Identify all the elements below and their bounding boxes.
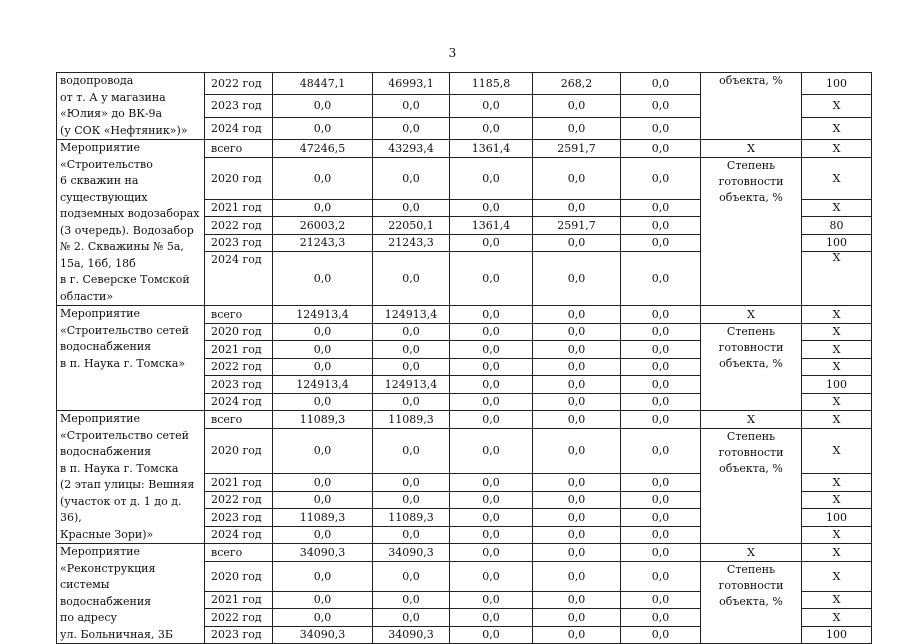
measure-name-line: «Строительство сетей xyxy=(60,428,189,442)
indicator-line: готовности xyxy=(718,578,784,592)
amount-cell-c1: 0,0 xyxy=(273,491,373,509)
amount-cell-c1: 124913,4 xyxy=(273,306,373,324)
amount-cell-c1: 0,0 xyxy=(273,393,373,411)
amount-cell-c3: 0,0 xyxy=(450,544,533,562)
period-cell: 2020 год xyxy=(205,157,273,199)
amount-cell-c3: 0,0 xyxy=(450,474,533,492)
amount-cell-c1: 21243,3 xyxy=(273,234,373,252)
amount-cell-c1: 0,0 xyxy=(273,591,373,609)
period-cell: 2022 год xyxy=(205,491,273,509)
amount-cell-c5: 0,0 xyxy=(621,73,701,95)
amount-cell-c2: 0,0 xyxy=(373,609,450,627)
indicator-line: объекта, % xyxy=(719,594,783,608)
amount-cell-c2: 0,0 xyxy=(373,199,450,217)
amount-cell-c1: 0,0 xyxy=(273,561,373,591)
amount-cell-c3: 0,0 xyxy=(450,323,533,341)
period-cell: всего xyxy=(205,411,273,429)
target-value-cell: Х xyxy=(802,544,872,562)
measure-name-line: системы водоснабжения xyxy=(60,578,152,608)
amount-cell-c2: 124913,4 xyxy=(373,376,450,394)
measure-name-line: (2 этап улицы: Вешняя xyxy=(60,478,195,491)
period-cell: 2024 год xyxy=(205,526,273,544)
amount-cell-c1: 0,0 xyxy=(273,199,373,217)
amount-cell-c4: 0,0 xyxy=(533,358,621,376)
amount-cell-c4: 0,0 xyxy=(533,526,621,544)
amount-cell-c4: 0,0 xyxy=(533,561,621,591)
measure-name-line: 6 скважин на xyxy=(60,174,139,187)
financing-table xyxy=(56,72,872,644)
amount-cell-c3: 0,0 xyxy=(450,117,533,139)
amount-cell-c3: 0,0 xyxy=(450,609,533,627)
measure-name-line: Красные Зори)» xyxy=(60,527,154,541)
amount-cell-c3: 1185,8 xyxy=(450,73,533,95)
amount-cell-c1: 0,0 xyxy=(273,95,373,117)
amount-cell-c5: 0,0 xyxy=(621,323,701,341)
amount-cell-c1: 34090,3 xyxy=(273,626,373,644)
measure-name-line: (3 очередь). Водозабор xyxy=(60,223,194,237)
target-value-cell: Х xyxy=(802,323,872,341)
amount-cell-c4: 0,0 xyxy=(533,117,621,139)
target-value-cell: Х xyxy=(802,157,872,199)
indicator-name-cell xyxy=(701,428,802,544)
target-value-cell: 100 xyxy=(802,73,872,95)
target-value-cell: Х xyxy=(802,341,872,359)
amount-cell-c5: 0,0 xyxy=(621,509,701,527)
target-value-cell: 100 xyxy=(802,376,872,394)
amount-cell-c1: 26003,2 xyxy=(273,217,373,235)
amount-cell-c5: 0,0 xyxy=(621,341,701,359)
page-number: 3 xyxy=(448,46,457,60)
measure-name-line: № 2. Скважины № 5а, xyxy=(60,240,184,253)
target-value-cell: 100 xyxy=(802,509,872,527)
period-cell: всего xyxy=(205,140,273,158)
measure-name-line: «Реконструкция xyxy=(60,561,156,575)
period-cell: 2021 год xyxy=(205,199,273,217)
amount-cell-c4: 0,0 xyxy=(533,393,621,411)
amount-cell-c3: 0,0 xyxy=(450,509,533,527)
indicator-line: объекта, % xyxy=(719,190,783,204)
indicator-line: готовности xyxy=(718,340,784,354)
measure-name-line: (у СОК «Нефтяник»)» xyxy=(60,123,188,137)
amount-cell-c2: 0,0 xyxy=(373,561,450,591)
measure-name-line: от т. А у магазина xyxy=(60,90,166,104)
period-cell: 2023 год xyxy=(205,509,273,527)
indicator-total-cell: Х xyxy=(701,306,802,324)
amount-cell-c3: 1361,4 xyxy=(450,217,533,235)
amount-cell-c3: 0,0 xyxy=(450,199,533,217)
amount-cell-c1: 0,0 xyxy=(273,117,373,139)
amount-cell-c4: 0,0 xyxy=(533,509,621,527)
indicator-total-cell: Х xyxy=(701,544,802,562)
amount-cell-c5: 0,0 xyxy=(621,474,701,492)
amount-cell-c2: 21243,3 xyxy=(373,234,450,252)
amount-cell-c5: 0,0 xyxy=(621,217,701,235)
measure-name-cell xyxy=(57,140,205,306)
period-cell: 2023 год xyxy=(205,234,273,252)
amount-cell-c2: 34090,3 xyxy=(373,544,450,562)
amount-cell-c2: 0,0 xyxy=(373,591,450,609)
amount-cell-c4: 268,2 xyxy=(533,73,621,95)
target-value-cell: Х xyxy=(802,428,872,474)
amount-cell-c5: 0,0 xyxy=(621,117,701,139)
amount-cell-c3: 0,0 xyxy=(450,626,533,644)
target-value-cell: 80 xyxy=(802,217,872,235)
indicator-name-cell xyxy=(701,323,802,411)
period-cell: 2022 год xyxy=(205,358,273,376)
amount-cell-c3: 1361,4 xyxy=(450,140,533,158)
measure-name-cell xyxy=(57,306,205,411)
period-cell: 2024 год xyxy=(205,252,273,306)
amount-cell-c4: 0,0 xyxy=(533,609,621,627)
indicator-total-cell: Х xyxy=(701,140,802,158)
amount-cell-c2: 43293,4 xyxy=(373,140,450,158)
amount-cell-c4: 0,0 xyxy=(533,376,621,394)
target-value-cell: Х xyxy=(802,526,872,544)
measure-name-line: подземных водозаборах xyxy=(60,207,200,220)
period-cell: 2020 год xyxy=(205,428,273,474)
amount-cell-c5: 0,0 xyxy=(621,234,701,252)
indicator-name-cell xyxy=(701,157,802,306)
indicator-total-cell: Х xyxy=(701,411,802,429)
indicator-line: готовности xyxy=(718,445,784,459)
indicator-line: Степень xyxy=(726,429,776,443)
amount-cell-c4: 0,0 xyxy=(533,544,621,562)
amount-cell-c1: 34090,3 xyxy=(273,544,373,562)
target-value-cell: Х xyxy=(802,95,872,117)
measure-name-line: водоснабжения xyxy=(60,445,152,458)
indicator-name-cell xyxy=(701,73,802,140)
indicator-line: Степень xyxy=(726,158,776,172)
amount-cell-c1: 11089,3 xyxy=(273,509,373,527)
amount-cell-c3: 0,0 xyxy=(450,358,533,376)
amount-cell-c1: 0,0 xyxy=(273,609,373,627)
table-row xyxy=(57,544,872,562)
amount-cell-c1: 0,0 xyxy=(273,526,373,544)
measure-name-line: Мероприятие xyxy=(60,412,141,425)
period-cell: 2021 год xyxy=(205,591,273,609)
amount-cell-c2: 0,0 xyxy=(373,157,450,199)
amount-cell-c3: 0,0 xyxy=(450,526,533,544)
amount-cell-c3: 0,0 xyxy=(450,376,533,394)
period-cell: 2021 год xyxy=(205,474,273,492)
amount-cell-c1: 0,0 xyxy=(273,358,373,376)
measure-name-line: водоснабжения xyxy=(60,340,152,353)
amount-cell-c4: 0,0 xyxy=(533,474,621,492)
amount-cell-c4: 0,0 xyxy=(533,591,621,609)
indicator-line: объекта, % xyxy=(719,356,783,370)
period-cell: 2023 год xyxy=(205,95,273,117)
table-body xyxy=(57,73,872,644)
amount-cell-c5: 0,0 xyxy=(621,411,701,429)
amount-cell-c3: 0,0 xyxy=(450,252,533,306)
period-cell: 2024 год xyxy=(205,393,273,411)
amount-cell-c5: 0,0 xyxy=(621,591,701,609)
target-value-cell: Х xyxy=(802,474,872,492)
amount-cell-c5: 0,0 xyxy=(621,376,701,394)
measure-name-line: Мероприятие xyxy=(60,141,141,154)
amount-cell-c4: 0,0 xyxy=(533,157,621,199)
amount-cell-c4: 0,0 xyxy=(533,306,621,324)
amount-cell-c4: 0,0 xyxy=(533,234,621,252)
amount-cell-c4: 0,0 xyxy=(533,95,621,117)
amount-cell-c5: 0,0 xyxy=(621,199,701,217)
measure-name-line: «Строительство сетей xyxy=(60,323,189,337)
amount-cell-c5: 0,0 xyxy=(621,544,701,562)
measure-name-line: «Юлия» до ВК-9а xyxy=(60,107,163,120)
amount-cell-c2: 0,0 xyxy=(373,393,450,411)
amount-cell-c5: 0,0 xyxy=(621,358,701,376)
measure-name-line: Мероприятие xyxy=(60,545,141,558)
period-cell: 2024 год xyxy=(205,117,273,139)
target-value-cell: 100 xyxy=(802,626,872,644)
target-value-cell: Х xyxy=(802,358,872,376)
amount-cell-c1: 47246,5 xyxy=(273,140,373,158)
table-row xyxy=(57,73,872,95)
measure-name-cell xyxy=(57,73,205,140)
amount-cell-c5: 0,0 xyxy=(621,157,701,199)
amount-cell-c3: 0,0 xyxy=(450,95,533,117)
measure-name-line: в п. Наука г. Томска» xyxy=(60,356,186,370)
amount-cell-c5: 0,0 xyxy=(621,252,701,306)
amount-cell-c1: 0,0 xyxy=(273,474,373,492)
amount-cell-c1: 48447,1 xyxy=(273,73,373,95)
amount-cell-c2: 22050,1 xyxy=(373,217,450,235)
measure-name-line: по адресу xyxy=(60,611,117,624)
period-cell: всего xyxy=(205,306,273,324)
amount-cell-c4: 0,0 xyxy=(533,626,621,644)
amount-cell-c2: 0,0 xyxy=(373,474,450,492)
period-cell: 2022 год xyxy=(205,217,273,235)
amount-cell-c3: 0,0 xyxy=(450,561,533,591)
measure-name-line: в п. Наука г. Томска xyxy=(60,461,179,475)
period-cell: 2020 год xyxy=(205,323,273,341)
amount-cell-c3: 0,0 xyxy=(450,306,533,324)
amount-cell-c1: 0,0 xyxy=(273,323,373,341)
amount-cell-c5: 0,0 xyxy=(621,491,701,509)
measure-name-line: ул. Больничная, 3Б xyxy=(60,627,173,641)
amount-cell-c3: 0,0 xyxy=(450,411,533,429)
period-cell: всего xyxy=(205,544,273,562)
indicator-name-cell xyxy=(701,561,802,644)
amount-cell-c4: 0,0 xyxy=(533,252,621,306)
amount-cell-c1: 0,0 xyxy=(273,252,373,306)
target-value-cell: Х xyxy=(802,199,872,217)
measure-name-line: области» xyxy=(60,289,114,303)
amount-cell-c5: 0,0 xyxy=(621,306,701,324)
target-value-cell: Х xyxy=(802,411,872,429)
amount-cell-c1: 124913,4 xyxy=(273,376,373,394)
target-value-cell: Х xyxy=(802,117,872,139)
amount-cell-c2: 0,0 xyxy=(373,117,450,139)
period-cell: 2023 год xyxy=(205,376,273,394)
amount-cell-c2: 11089,3 xyxy=(373,411,450,429)
target-value-cell: Х xyxy=(802,252,872,306)
amount-cell-c4: 0,0 xyxy=(533,428,621,474)
period-cell: 2022 год xyxy=(205,609,273,627)
amount-cell-c4: 0,0 xyxy=(533,491,621,509)
amount-cell-c5: 0,0 xyxy=(621,561,701,591)
amount-cell-c2: 0,0 xyxy=(373,323,450,341)
amount-cell-c5: 0,0 xyxy=(621,609,701,627)
table-row xyxy=(57,411,872,429)
amount-cell-c1: 11089,3 xyxy=(273,411,373,429)
indicator-line: объекта, % xyxy=(719,74,783,87)
table-row xyxy=(57,306,872,324)
amount-cell-c4: 0,0 xyxy=(533,199,621,217)
amount-cell-c3: 0,0 xyxy=(450,341,533,359)
amount-cell-c3: 0,0 xyxy=(450,491,533,509)
period-cell: 2021 год xyxy=(205,341,273,359)
period-cell: 2023 год xyxy=(205,626,273,644)
measure-name-cell xyxy=(57,544,205,644)
amount-cell-c1: 0,0 xyxy=(273,428,373,474)
measure-name-line: 15а, 16б, 18б xyxy=(60,256,136,270)
indicator-line: Степень xyxy=(726,324,776,338)
amount-cell-c5: 0,0 xyxy=(621,626,701,644)
measure-name-line: Мероприятие xyxy=(60,307,141,320)
amount-cell-c4: 0,0 xyxy=(533,341,621,359)
table-row xyxy=(57,140,872,158)
amount-cell-c2: 0,0 xyxy=(373,526,450,544)
measure-name-cell xyxy=(57,411,205,544)
amount-cell-c2: 34090,3 xyxy=(373,626,450,644)
period-cell: 2022 год xyxy=(205,73,273,95)
amount-cell-c2: 124913,4 xyxy=(373,306,450,324)
amount-cell-c2: 46993,1 xyxy=(373,73,450,95)
target-value-cell: Х xyxy=(802,393,872,411)
target-value-cell: Х xyxy=(802,140,872,158)
amount-cell-c5: 0,0 xyxy=(621,526,701,544)
indicator-line: готовности xyxy=(718,174,784,188)
amount-cell-c4: 0,0 xyxy=(533,411,621,429)
amount-cell-c4: 2591,7 xyxy=(533,140,621,158)
amount-cell-c1: 0,0 xyxy=(273,157,373,199)
amount-cell-c2: 11089,3 xyxy=(373,509,450,527)
amount-cell-c5: 0,0 xyxy=(621,393,701,411)
amount-cell-c4: 2591,7 xyxy=(533,217,621,235)
amount-cell-c2: 0,0 xyxy=(373,491,450,509)
measure-name-line: «Строительство xyxy=(60,157,153,171)
target-value-cell: Х xyxy=(802,561,872,591)
amount-cell-c3: 0,0 xyxy=(450,428,533,474)
measure-name-line: существующих xyxy=(60,190,148,204)
period-cell: 2020 год xyxy=(205,561,273,591)
amount-cell-c3: 0,0 xyxy=(450,157,533,199)
amount-cell-c2: 0,0 xyxy=(373,341,450,359)
amount-cell-c2: 0,0 xyxy=(373,95,450,117)
amount-cell-c1: 0,0 xyxy=(273,341,373,359)
amount-cell-c3: 0,0 xyxy=(450,393,533,411)
amount-cell-c3: 0,0 xyxy=(450,591,533,609)
amount-cell-c2: 0,0 xyxy=(373,358,450,376)
amount-cell-c5: 0,0 xyxy=(621,140,701,158)
target-value-cell: 100 xyxy=(802,234,872,252)
measure-name-line: водопровода xyxy=(60,74,134,87)
measure-name-line: (участок от д. 1 до д. 36), xyxy=(60,494,182,524)
target-value-cell: Х xyxy=(802,591,872,609)
amount-cell-c5: 0,0 xyxy=(621,428,701,474)
indicator-line: объекта, % xyxy=(719,461,783,475)
amount-cell-c5: 0,0 xyxy=(621,95,701,117)
amount-cell-c2: 0,0 xyxy=(373,252,450,306)
target-value-cell: Х xyxy=(802,609,872,627)
target-value-cell: Х xyxy=(802,306,872,324)
amount-cell-c4: 0,0 xyxy=(533,323,621,341)
target-value-cell: Х xyxy=(802,491,872,509)
indicator-line: Степень xyxy=(726,562,776,576)
amount-cell-c3: 0,0 xyxy=(450,234,533,252)
amount-cell-c2: 0,0 xyxy=(373,428,450,474)
measure-name-line: в г. Северске Томской xyxy=(60,273,190,286)
